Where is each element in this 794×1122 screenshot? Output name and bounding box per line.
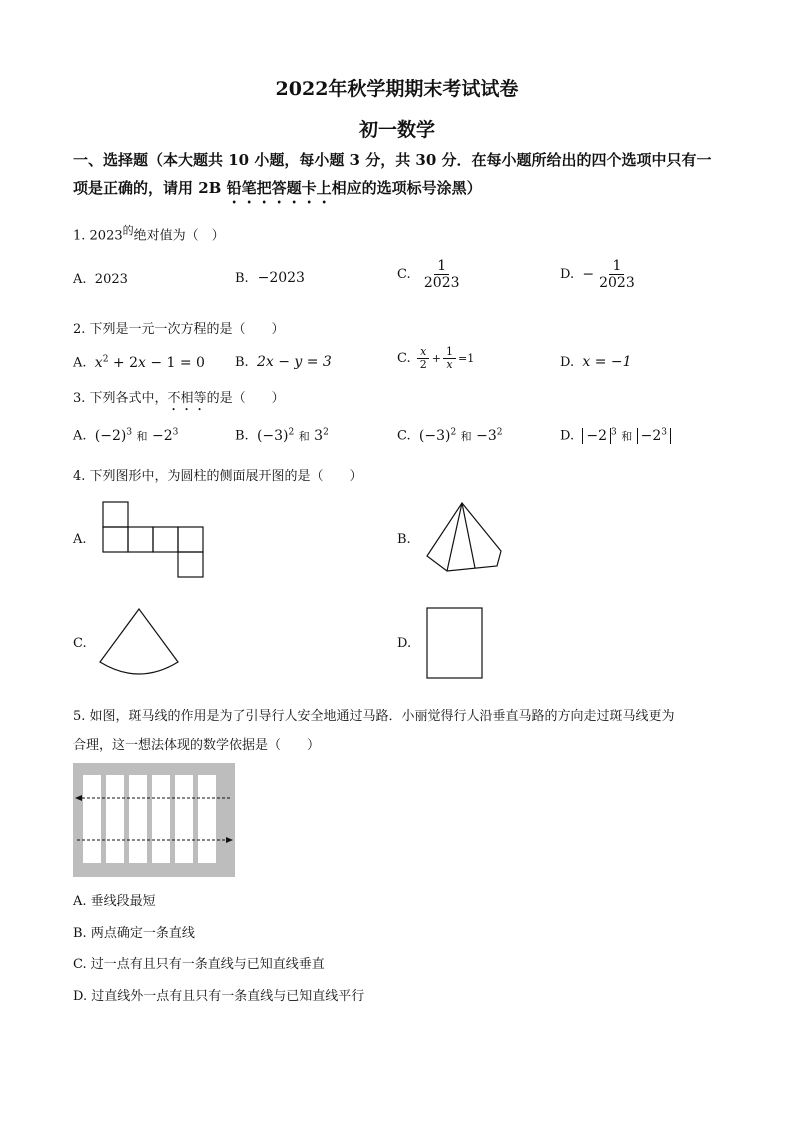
- section-heading-line2: [73, 174, 482, 207]
- fraction-denominator: 2023: [599, 275, 635, 291]
- q3-option-a: [73, 427, 178, 444]
- q5-stem-line2: 合理，这一想法体现的数学依据是（ ）: [73, 738, 321, 753]
- expression: $(-3)^2$ 和 $3^2$: [256, 427, 329, 444]
- option-label: C.: [397, 428, 411, 444]
- fraction-denominator: 2023: [423, 275, 460, 291]
- equation: x = −1: [582, 354, 632, 370]
- exam-title: 2022年秋学期期末考试试卷: [275, 78, 519, 100]
- q2-option-c: C. $\frac{x}{2}$ + $\frac{1}{x}$ =1: [397, 345, 475, 371]
- cube-net-figure: [100, 500, 210, 580]
- q5-option-a: A. 垂线段最短: [73, 894, 156, 909]
- section-heading-line1: 一、选择题（本大题共 10 小题，每小题 3 分，共 30 分．在每小题所给出的四个选项中只有一: [73, 151, 712, 169]
- option-label: C.: [397, 267, 411, 282]
- q2-option-d: [560, 354, 632, 370]
- q1-option-c: [397, 258, 465, 291]
- exam-subtitle: 初一数学: [358, 119, 435, 141]
- option-label: B.: [235, 428, 249, 444]
- q2-option-a: [73, 354, 205, 371]
- q4-option-a-label: A.: [73, 532, 87, 547]
- q5-stem-line1: 5. 如图，斑马线的作用是为了引导行人安全地通过马路．小丽觉得行人沿垂直马路的方向走过斑马线更为: [73, 709, 675, 724]
- option-label: A.: [73, 355, 87, 371]
- q2-stem: 2. 下列是一元一次方程的是（ ）: [73, 322, 285, 337]
- section-heading-part-c: 相应的选项标号涂黑）: [331, 179, 482, 197]
- fraction-numerator: 1: [609, 258, 624, 275]
- and-word: 和: [298, 429, 310, 443]
- option-value: 2023: [94, 272, 128, 287]
- option-label: A.: [73, 428, 87, 444]
- q3-stem-a: 3. 下列各式中，: [73, 391, 168, 406]
- q4-stem: 4. 下列图形中，为圆柱的侧面展开图的是（ ）: [73, 469, 363, 484]
- q3-option-d: [560, 427, 671, 444]
- equation: 2x − y = 3: [256, 354, 332, 370]
- and-word: 和: [460, 429, 472, 443]
- q1-option-a: [73, 272, 128, 287]
- zebra-crossing-figure: [73, 763, 235, 877]
- q5-option-b: B. 两点确定一条直线: [73, 926, 195, 941]
- fraction-numerator: 1: [434, 258, 449, 275]
- q2-option-b: [235, 354, 332, 370]
- expression: $(-2)^3$ 和 $-2^3$: [94, 427, 179, 444]
- q1-option-b: [235, 270, 305, 286]
- option-label: D.: [560, 428, 575, 444]
- q3-option-c: [397, 427, 502, 444]
- fraction: [421, 258, 463, 291]
- section-heading-emphasis: 铅笔把答题卡上: [226, 179, 332, 197]
- section-heading-part-a: 项是正确的，请用 2B: [73, 179, 227, 197]
- fraction: $\frac{x}{2}$: [417, 346, 430, 371]
- rectangle-figure: [425, 606, 485, 681]
- q1-de: 的: [122, 224, 134, 237]
- q3-option-b: [235, 427, 329, 444]
- equation: $x^2 + 2x - 1 = 0$: [94, 354, 205, 371]
- q3-stem: [73, 387, 285, 414]
- q4-option-c-label: C.: [73, 636, 87, 651]
- q1-option-d: [560, 258, 640, 291]
- option-label: D.: [560, 267, 575, 282]
- q1-number: 1. 2023: [73, 228, 123, 244]
- fraction: $\frac{1}{x}$: [443, 346, 456, 371]
- fraction: [596, 258, 638, 291]
- expression: $(-3)^2$ 和 $-3^2$: [418, 427, 503, 444]
- q3-stem-c: 的是（ ）: [206, 391, 285, 406]
- option-label: A.: [73, 272, 87, 287]
- q1-rest: 绝对值为（ ）: [133, 228, 225, 244]
- option-label: D.: [560, 355, 575, 370]
- option-label: C.: [397, 351, 411, 366]
- q4-option-d-label: D.: [397, 636, 412, 651]
- pyramid-figure: [425, 500, 505, 575]
- sector-figure: [98, 606, 180, 676]
- option-label: B.: [235, 355, 249, 370]
- q4-option-b-label: B.: [397, 532, 411, 547]
- option-label: B.: [235, 271, 249, 286]
- expression: −2 $^3$ 和 $-2^3$: [582, 428, 671, 444]
- and-word: 和: [136, 429, 148, 443]
- minus-sign: −: [582, 266, 595, 283]
- q3-stem-emphasis: 不相等: [167, 391, 207, 406]
- q5-option-d: D. 过直线外一点有且只有一条直线与已知直线平行: [73, 989, 365, 1004]
- and-word: 和: [621, 429, 633, 443]
- option-value: −2023: [257, 270, 305, 286]
- q1-stem: [73, 222, 225, 243]
- q5-option-c: C. 过一点有且只有一条直线与已知直线垂直: [73, 957, 325, 972]
